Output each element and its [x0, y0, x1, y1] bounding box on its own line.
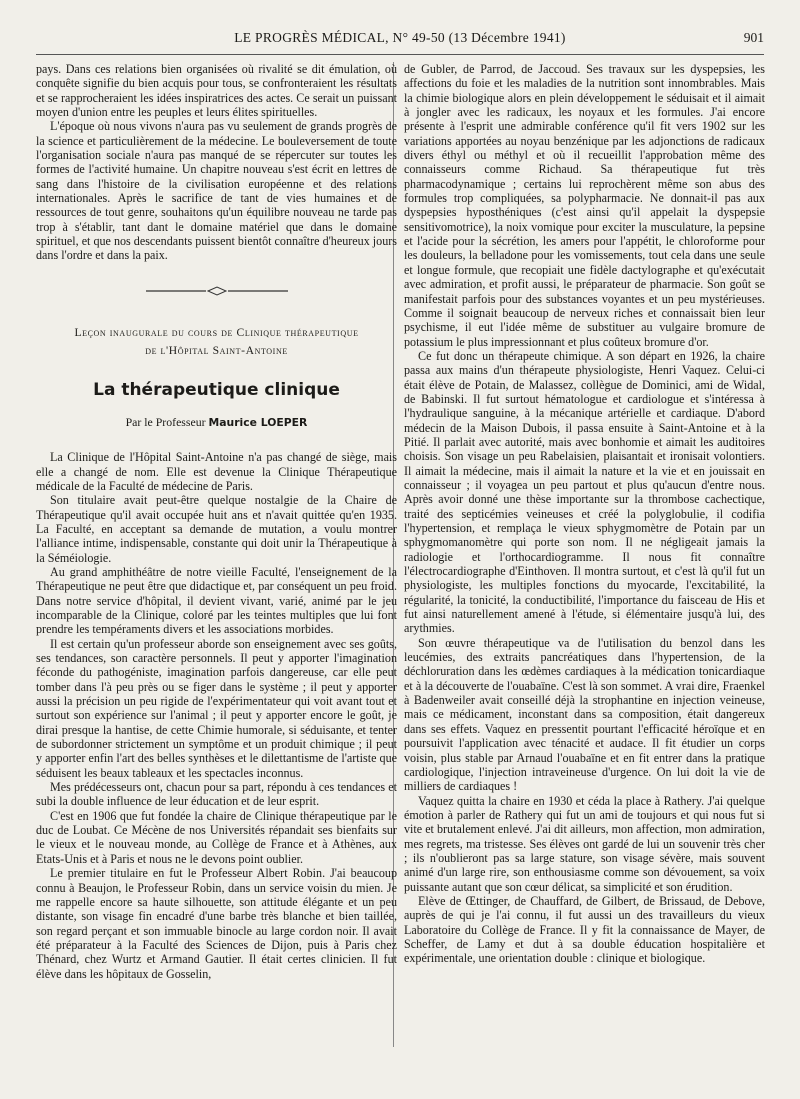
byline-prefix: Par le Professeur	[125, 414, 206, 429]
paragraph: Vaquez quitta la chaire en 1930 et céda la place à Rathery. J'ai quelque émotion à parler de Rathery qui fut un ami de toujours et qui nous fut si vite et brutalement enlevé. J'ai dit ailleurs, mon affection, mon admiration, mes regrets, ma tristesse. Ses élèves ont gardé de lui un souvenir très cher ; ils n'oublieront pas sa large stature, son visage sévère, mais souvent animé d'un large rire, son enthousiasme comme son dévouement, sa voix puissante autant que son cœur délicat, sa simplicité et son érudition.	[404, 793, 765, 894]
paragraph: Au grand amphithéâtre de notre vieille Faculté, l'enseignement de la Thérapeutique ne peut être que didactique et, par conséquent un peu froid. Dans notre service d'hôpital, il devient vivant, varié, animé par le jeu incomparable de la Clinique, coloré par les teintes multiples que lui font prendre les tempéraments divers et les associations morbides.	[36, 564, 397, 637]
paragraph: La Clinique de l'Hôpital Saint-Antoine n'a pas changé de siège, mais elle a changé de nom. Elle est devenue la Clinique Thérapeutique médicale de la Faculté de médecine de Paris.	[36, 450, 397, 493]
page-header	[36, 28, 764, 55]
page-number: 901	[743, 30, 764, 45]
paragraph: Son œuvre thérapeutique va de l'utilisation du benzol dans les leucémies, des extraits pancréatiques dans l'hypertension, de la déchloruration dans les œdèmes cardiaques à la médication tonicardiaque et à la découverte de l'ouabaïne. C'est là son sommet. A vrai dire, Fraenkel à Badenweiler avait conseillé déjà la strophantine en injection veineuse, mais ce médicament, inconstant dans sa composition, était dangereux dans ses effets. Vaquez en pressentit pourtant l'efficacité héroïque et en poursuivit l'application avec ténacité et audace. Il fit étudier un corps voisin, plus stable par Arnaud l'ouabaïne et en fit entrer dans la pratique cardiologique, l'injection intraveineuse d'urgence. On lui doit la vie de milliers de cardiaques !	[404, 635, 765, 794]
paragraph: Son titulaire avait peut-être quelque nostalgie de la Chaire de Thérapeutique qu'il avait occupée huit ans et n'avait quittée qu'en 1935. La Faculté, en acceptant sa demande de mutation, a voulu montrer l'alliance intime, indispensable, constante qui doit unir la Thérapeutique à la Séméiologie.	[36, 493, 397, 565]
lecture-heading-sub: de l'Hôpital Saint-Antoine	[145, 344, 288, 358]
article-title: La thérapeutique clinique	[93, 379, 340, 400]
paragraph: Elève de Œttinger, de Chauffard, de Gilbert, de Brissaud, de Debove, auprès de qui je l'ai connu, il fut aussi un des travailleurs du vieux Laboratoire du Collège de France. Il y fit la connaissance de Mayer, de Scheffer, de Lamy et dut à sa double éducation hospitalière et expérimentale, une orientation double : clinique et biologique.	[404, 893, 765, 966]
paragraph: de Gubler, de Parrod, de Jaccoud. Ses travaux sur les dyspepsies, les affections du foie et les maladies de la nutrition sont innombrables. Mais la chimie biologique alors en plein développement le séduisait et il aimait à jongler avec les radicaux, les noyaux et les formules. J'ai encore présente à l'esprit une admirable conférence qu'il fit vers 1902 sur les variations apportées au noyau benzénique par les adjonctions de radicaux divers éthyl ou méthyl et où il recueillit l'approbation même des connaisseurs comme Richaud. Sa thérapeutique fut très pharmacodynamique ; certains lui reprochèrent même son abus des formules trop compliquées, sa polypharmacie. Ne donnait-il pas aux dyspepsies hyposthéniques (c'est ainsi qu'il appelait la dyspepsie sensitivomotrice), la noix vomique pour exciter la musculature, la pepsine et l'acide pour la sécrétion, les amers pour l'appétit, le chloroforme pour les douleurs, la belladone pour les vomissements, tout cela dans une seule et longue formule, que recopiait une fidèle dactylographe et qu'exécutait avec admiration, et profit aussi, le préparateur de pharmacie. Son goût se manifestait parfois pour des substances voyantes et un peu mystérieuses. Comme il soignait beaucoup de nerveux riches et connaissait bien leur psychisme, il eut l'idée même de substituer au vulgaire bromure de potassium le plus impressionnant et plus coûteux bromure d'or.	[404, 62, 765, 349]
byline-author: Maurice LOEPER	[208, 415, 308, 429]
byline	[36, 415, 397, 430]
paragraph: L'époque où nous vivons n'aura pas vu seulement de grands progrès de la science et particulièrement de la médecine. Le bouleversement de toute l'organisation sociale n'aura pas manqué de se répercuter sur toutes les formes de l'activité humaine. Un chapitre nouveau s'est écrit en lettres de sang dans l'histoire de la civilisation européenne et des relations internationales. Après le sacrifice de tant de vies humaines et de ressources de tout genre, souhaitons qu'un équilibre nouveau ne tarde pas trop à s'établir, tant dant le domaine matériel que dans le domaine spirituel, et que nos descendants puissent bientôt connaître d'heureux jours dans l'ordre et dans la paix.	[36, 119, 397, 263]
paragraph: C'est en 1906 que fut fondée la chaire de Clinique thérapeutique par le duc de Loubat. Ce Mécène de nos Universités répandait ses bienfaits sur le vieux et le nouveau monde, au Collège de France et à Athènes, aux Etats-Unis et à Paris et nous ne le devons point oublier.	[36, 808, 397, 866]
paragraph: Ce fut donc un thérapeute chimique. A son départ en 1926, la chaire passa aux mains d'un thérapeute physiologiste, Henri Vaquez. Celui-ci était élève de Potain, de Malassez, collègue de Dominici, ami de Widal, de Babinski. Il fut surtout hématologue et cardiologue et s'intéressa à l'hydraulique sanguine, à la mécanique artérielle et cardiaque. D'abord médecin de la Maison Dubois, il passa ensuite à Saint-Antoine et à la Pitié. Il parlait avec autorité, mais avec bonhomie et aimait les auditoires choisis. Son visage un peu Rabelaisien, plaisantait et ironisait volontiers. Il aimait la médecine, mais il aimait la nature et la vie et en jouissait en connaisseur ; il voyagea un peu partout et plus qu'aucun d'entre nous. Après avoir donné une thèse importante sur la thrombose cachectique, traité des septicémies veineuses et créé la polyglobulie, il codifia l'hypertension, et remplaça le vieux sphygmomètre de Potain par un sphygmomanomètre qui porte son nom. Il ne négligeait jamais la radiologie et l'orthocardiogramme. Il nous fit connaître l'électrocardiographe d'Einthoven. Il montra surtout, et c'est là qu'il fut un physiologiste, les multiples fonctions du myocarde, l'excitabilité, la régularité, la tonicité, la conductibilité, l'importance du faisceau de His et fut ainsi naturellement amené à l'étude, si élémentaire jusqu'à lui, des arythmies.	[404, 348, 765, 636]
section-ornament	[36, 285, 397, 299]
paragraph: Mes prédécesseurs ont, chacun pour sa part, répondu à ces tendances et subi la double influence de leur éducation et de leur esprit.	[36, 780, 397, 809]
left-column	[36, 62, 397, 981]
running-title: LE PROGRÈS MÉDICAL, N° 49-50 (13 Décembre 1941)	[234, 30, 566, 45]
paragraph: pays. Dans ces relations bien organisées où rivalité se dit émulation, où conquête signifie du bien acquis pour tous, se confronteraient les résultats et se rapprocheraient les idées inspiratrices des actes. Ce serait un puissant moyen d'union entre les peuples et leurs élites spirituelles.	[36, 62, 397, 120]
paragraph: Il est certain qu'un professeur aborde son enseignement avec ses goûts, ses tendances, son caractère personnels. Il peut y apporter l'imagination féconde du pathogéniste, imagination parfois dangereuse, car elle peut tomber dans l'à peu près ou se figer dans le système ; il peut y apporter aussi la précision un peu rigide de l'expérimentateur qui voit avant tout et surtout son expérience sur l'animal ; il peut y apporter encore le goût, je dirai presque la hantise, de cette Chimie humorale, si séduisante, et tenter de subordonner strictement un symptôme et un produit chimique ; il peut y apporter enfin l'art des belles synthèses et le dilettantisme de l'artiste que séduisent les beaux tableaux et les spectacles inconnus.	[36, 636, 397, 780]
lecture-heading: Leçon inaugurale du cours de Clinique thérapeutique	[74, 326, 359, 340]
paragraph: Le premier titulaire en fut le Professeur Albert Robin. J'ai beaucoup connu à Beaujon, le Professeur Robin, dans un service voisin du mien. Je me rappelle encore sa haute silhouette, son attitude élégante et un peu distante, son visage fin encadré d'une barbe très blanche et bien taillée, son regard perçant et son immuable binocle au large cordon noir. Il avait été préparateur à la Faculté des Sciences de Dijon, puis à Paris chez Thénard, chez Wurtz et Armand Gautier. Il était certes clinicien. Il fut élève dans les hôpitaux de Gosselin,	[36, 866, 397, 981]
right-column	[404, 62, 765, 966]
